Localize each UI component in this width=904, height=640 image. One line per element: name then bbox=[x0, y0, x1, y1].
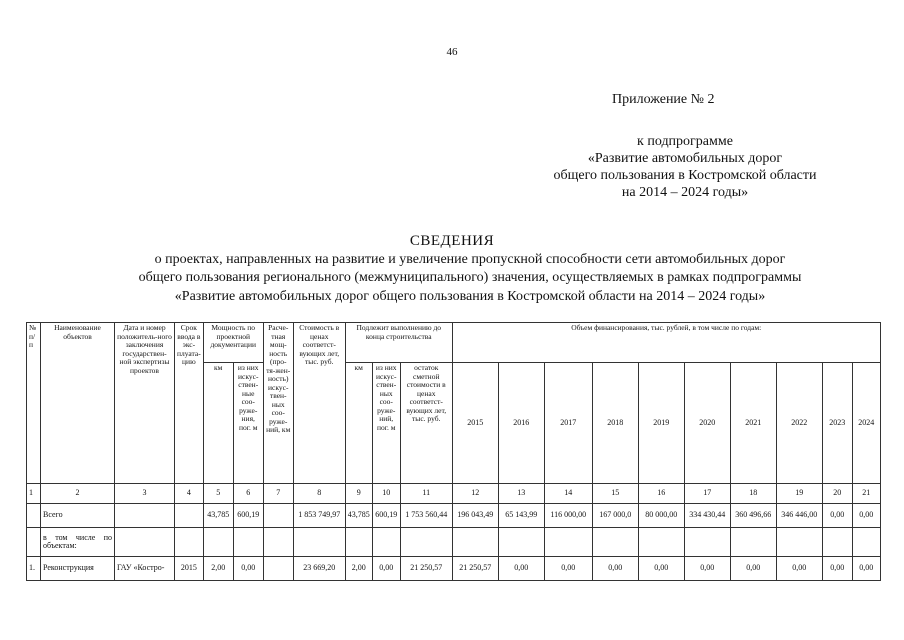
appendix-line: на 2014 – 2024 годы» bbox=[621, 185, 749, 200]
appendix-title: Приложение № 2 bbox=[612, 92, 715, 107]
header-term: Срок ввода в экс-плуата-цию bbox=[175, 323, 204, 484]
cell-year: 0,00 bbox=[730, 557, 776, 581]
column-number: 14 bbox=[544, 484, 592, 504]
cell-year: 0,00 bbox=[592, 557, 638, 581]
header-year: 2019 bbox=[638, 363, 684, 484]
heading-line: о проектах, направленных на развитие и увеличение пропускной способности сети автомобильных дорог bbox=[154, 252, 786, 267]
cell-year: 360 496,66 bbox=[730, 504, 776, 528]
cell-year: 0,00 bbox=[544, 557, 592, 581]
cell-year: 334 430,44 bbox=[684, 504, 730, 528]
header-cost: Стоимость в ценах соответст-вующих лет, тыс. руб. bbox=[293, 323, 345, 484]
heading-line: «Развитие автомобильных дорог общего пользования в Костромской области на 2014 – 2024 годы» bbox=[174, 289, 766, 304]
document-title: СВЕДЕНИЯ bbox=[409, 233, 495, 249]
cell-calc bbox=[263, 557, 293, 581]
cell-rem-km: 2,00 bbox=[345, 557, 372, 581]
page-number: 46 bbox=[446, 46, 458, 58]
cell-year bbox=[730, 528, 776, 557]
cell-year bbox=[776, 528, 822, 557]
cell-year: 0,00 bbox=[822, 557, 852, 581]
column-number: 1 bbox=[27, 484, 41, 504]
cell-calc bbox=[263, 504, 293, 528]
cell-year bbox=[822, 528, 852, 557]
cell-year bbox=[684, 528, 730, 557]
cell-rem-cost: 1 753 560,44 bbox=[400, 504, 452, 528]
header-year: 2020 bbox=[684, 363, 730, 484]
header-remaining-km: км bbox=[345, 363, 372, 484]
cell-term bbox=[175, 504, 204, 528]
cell-num: 1. bbox=[27, 557, 41, 581]
cell-art: 600,19 bbox=[233, 504, 263, 528]
column-number: 11 bbox=[400, 484, 452, 504]
cell-name: Реконструкция bbox=[41, 557, 115, 581]
column-number: 18 bbox=[730, 484, 776, 504]
table-row bbox=[27, 528, 881, 557]
header-expertise: Дата и номер положитель-ного заключения государствен-ной экспертизы проектов bbox=[115, 323, 175, 484]
column-number: 7 bbox=[263, 484, 293, 504]
header-year: 2015 bbox=[452, 363, 498, 484]
header-year: 2023 bbox=[822, 363, 852, 484]
cell-year bbox=[544, 528, 592, 557]
cell-rem-cost: 21 250,57 bbox=[400, 557, 452, 581]
cell-year: 0,00 bbox=[822, 504, 852, 528]
cell-year: 65 143,99 bbox=[498, 504, 544, 528]
header-year: 2018 bbox=[592, 363, 638, 484]
cell-expertise bbox=[115, 528, 175, 557]
cell-year: 196 043,49 bbox=[452, 504, 498, 528]
cell-year: 0,00 bbox=[498, 557, 544, 581]
cell-art: 0,00 bbox=[233, 557, 263, 581]
cell-year: 116 000,00 bbox=[544, 504, 592, 528]
appendix-line: «Развитие автомобильных дорог bbox=[587, 151, 783, 166]
cell-cost bbox=[293, 528, 345, 557]
header-year: 2016 bbox=[498, 363, 544, 484]
header-remaining-cost: остаток сметной стоимости в ценах соответст-вующих лет, тыс. руб. bbox=[400, 363, 452, 484]
header-year: 2022 bbox=[776, 363, 822, 484]
column-number: 4 bbox=[175, 484, 204, 504]
appendix-line: общего пользования в Костромской области bbox=[553, 168, 817, 183]
column-number: 15 bbox=[592, 484, 638, 504]
header-capacity-art: из них искус-ствен-ные соо-руже-ния, пог. м bbox=[233, 363, 263, 484]
column-number: 19 bbox=[776, 484, 822, 504]
cell-rem-km bbox=[345, 528, 372, 557]
header-name: Наименование объектов bbox=[41, 323, 115, 484]
cell-cost: 1 853 749,97 bbox=[293, 504, 345, 528]
column-number: 5 bbox=[203, 484, 233, 504]
cell-term bbox=[175, 528, 204, 557]
header-financing: Объем финансирования, тыс. рублей, в том числе по годам: bbox=[452, 323, 880, 363]
cell-term: 2015 bbox=[175, 557, 204, 581]
column-number: 16 bbox=[638, 484, 684, 504]
column-number: 17 bbox=[684, 484, 730, 504]
cell-year: 0,00 bbox=[638, 557, 684, 581]
cell-expertise bbox=[115, 504, 175, 528]
header-num: № п/ п bbox=[27, 323, 41, 484]
column-number: 6 bbox=[233, 484, 263, 504]
cell-name: в том числе по объектам: bbox=[41, 528, 115, 557]
cell-num bbox=[27, 504, 41, 528]
cell-rem-art: 600,19 bbox=[372, 504, 400, 528]
column-number: 12 bbox=[452, 484, 498, 504]
column-number: 3 bbox=[115, 484, 175, 504]
projects-table bbox=[26, 322, 881, 581]
cell-cost: 23 669,20 bbox=[293, 557, 345, 581]
column-number-row bbox=[27, 484, 881, 504]
cell-year: 167 000,0 bbox=[592, 504, 638, 528]
column-number: 20 bbox=[822, 484, 852, 504]
cell-expertise: ГАУ «Костро- bbox=[115, 557, 175, 581]
cell-km: 43,785 bbox=[203, 504, 233, 528]
cell-year: 80 000,00 bbox=[638, 504, 684, 528]
header-remaining-art: из них искус-ствен-ных соо-руже-ний, пог. м bbox=[372, 363, 400, 484]
cell-year: 346 446,00 bbox=[776, 504, 822, 528]
cell-rem-cost bbox=[400, 528, 452, 557]
cell-year: 0,00 bbox=[776, 557, 822, 581]
header-calc-capacity: Расче-тная мощ-ность (про-тя-жен-ность) искус-твен-ных соо-руже-ний, км bbox=[263, 323, 293, 484]
cell-year: 0,00 bbox=[852, 557, 880, 581]
cell-km: 2,00 bbox=[203, 557, 233, 581]
header-remaining: Подлежит выполнению до конца строительства bbox=[345, 323, 452, 363]
cell-year: 0,00 bbox=[684, 557, 730, 581]
cell-name: Всего bbox=[41, 504, 115, 528]
header-capacity-km: км bbox=[203, 363, 233, 484]
table-row bbox=[27, 504, 881, 528]
cell-rem-art bbox=[372, 528, 400, 557]
column-number: 2 bbox=[41, 484, 115, 504]
cell-year bbox=[852, 528, 880, 557]
header-year: 2024 bbox=[852, 363, 880, 484]
column-number: 10 bbox=[372, 484, 400, 504]
table-row bbox=[27, 557, 881, 581]
cell-year bbox=[592, 528, 638, 557]
cell-rem-km: 43,785 bbox=[345, 504, 372, 528]
cell-num bbox=[27, 528, 41, 557]
cell-rem-art: 0,00 bbox=[372, 557, 400, 581]
cell-year bbox=[638, 528, 684, 557]
cell-year bbox=[498, 528, 544, 557]
cell-year: 21 250,57 bbox=[452, 557, 498, 581]
header-capacity: Мощность по проектной документации bbox=[203, 323, 263, 363]
cell-year bbox=[452, 528, 498, 557]
cell-art bbox=[233, 528, 263, 557]
header-year: 2021 bbox=[730, 363, 776, 484]
column-number: 9 bbox=[345, 484, 372, 504]
column-number: 8 bbox=[293, 484, 345, 504]
heading-line: общего пользования регионального (межмуниципального) значения, осуществляемых в рамках подпрограммы bbox=[138, 270, 802, 285]
cell-calc bbox=[263, 528, 293, 557]
column-number: 13 bbox=[498, 484, 544, 504]
appendix-line: к подпрограмме bbox=[637, 134, 733, 149]
cell-km bbox=[203, 528, 233, 557]
column-number: 21 bbox=[852, 484, 880, 504]
cell-year: 0,00 bbox=[852, 504, 880, 528]
header-year: 2017 bbox=[544, 363, 592, 484]
